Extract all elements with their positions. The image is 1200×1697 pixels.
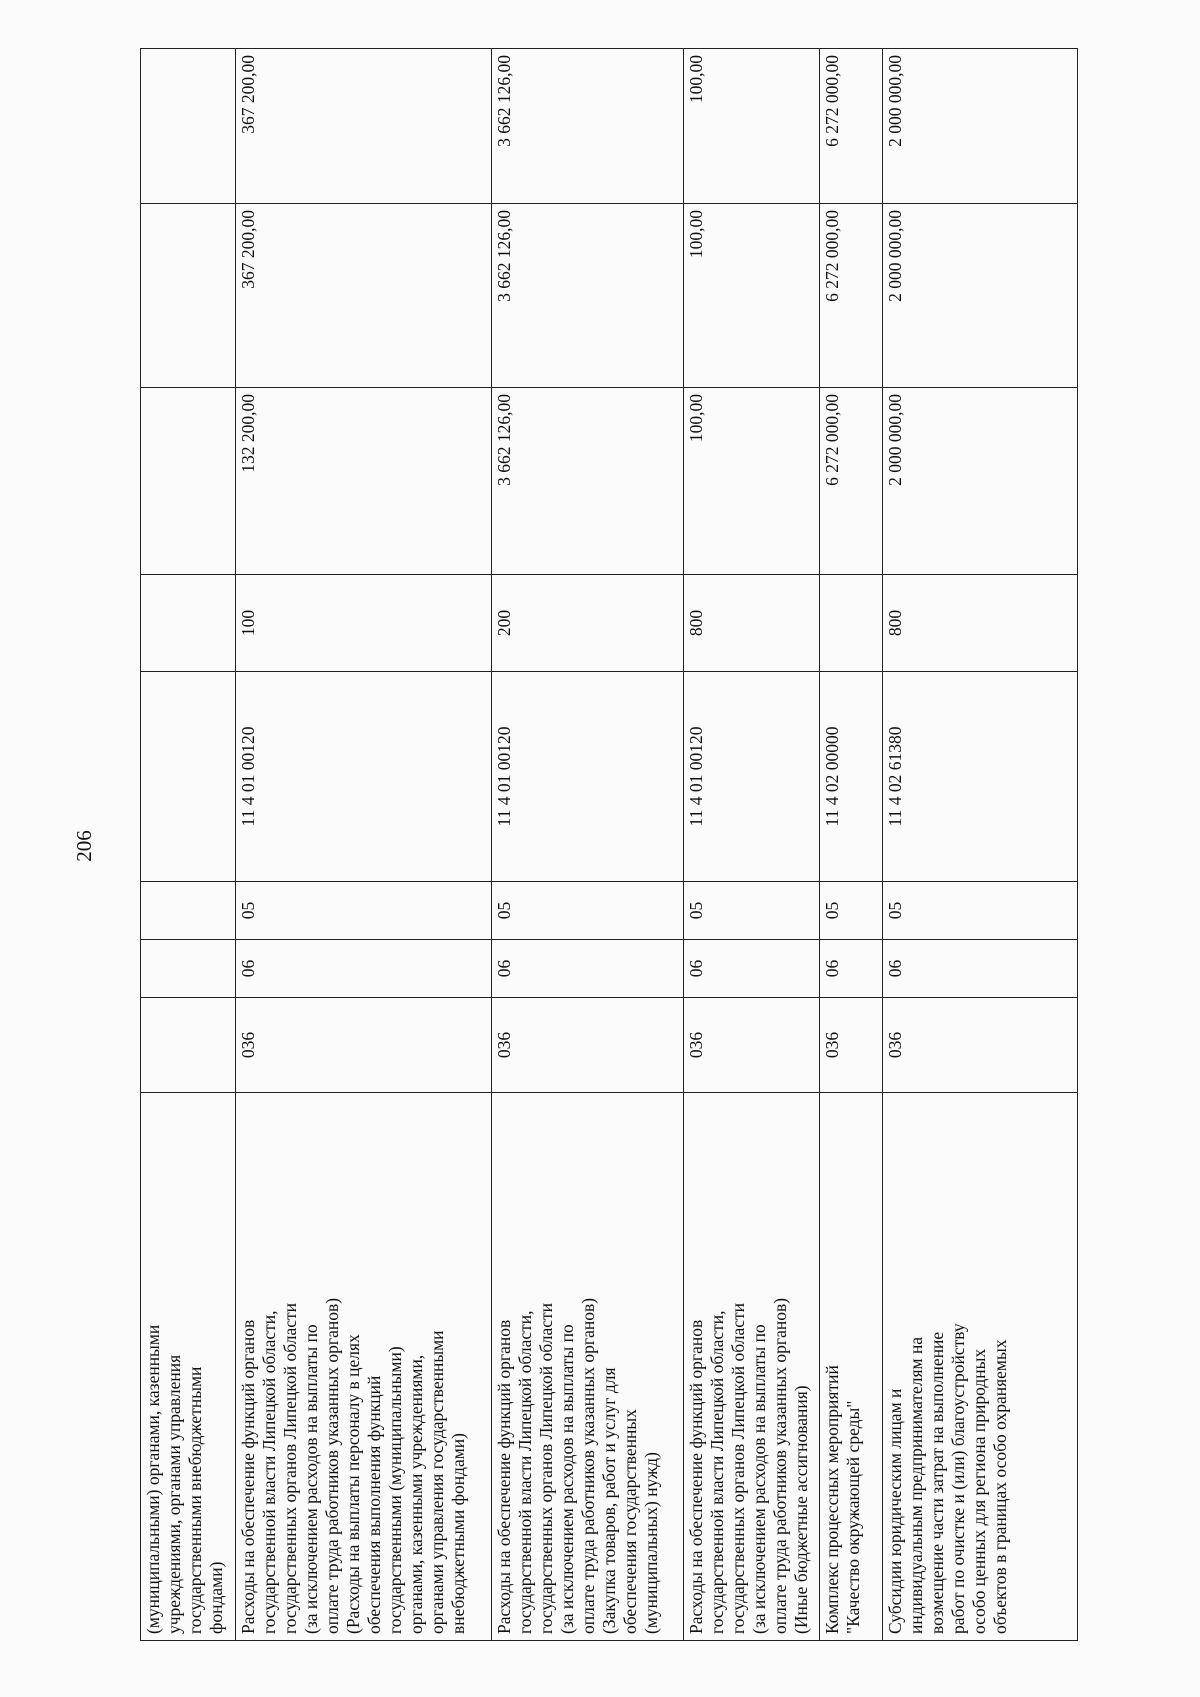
row-description (820, 1093, 883, 1641)
rz-code: 06 (236, 940, 492, 998)
description-line: оплате труда работников указанных органов) (578, 1297, 598, 1634)
amount-3 (141, 49, 236, 204)
row-description (141, 1093, 236, 1641)
description-line: государственной власти Липецкой области, (515, 1310, 535, 1634)
vr-code (141, 575, 236, 672)
table-row (492, 49, 684, 1641)
pr-code: 05 (236, 882, 492, 940)
description-line: особо ценных для региона природных (969, 1348, 989, 1634)
amount-2: 100,00 (684, 204, 820, 388)
table-row (883, 49, 1078, 1641)
gr-code: 036 (684, 998, 820, 1093)
rotated-table-wrapper (140, 49, 1077, 1641)
description-line: органами, казенными учреждениями, (406, 1354, 426, 1634)
amount-3: 3 662 126,00 (492, 49, 684, 204)
rz-code: 06 (492, 940, 684, 998)
amount-2: 3 662 126,00 (492, 204, 684, 388)
rz-code: 06 (820, 940, 883, 998)
description-line: возмещение части затрат на выполнение (927, 1331, 947, 1634)
description-line: Расходы на обеспечение функций органов (686, 1319, 706, 1634)
pr-code (141, 882, 236, 940)
vr-code: 800 (684, 575, 820, 672)
row-description (883, 1093, 1078, 1641)
amount-2: 6 272 000,00 (820, 204, 883, 388)
description-line: государственной власти Липецкой области, (259, 1310, 279, 1634)
table-row (236, 49, 492, 1641)
row-description (492, 1093, 684, 1641)
table-row (820, 49, 883, 1641)
amount-2 (141, 204, 236, 388)
budget-table (140, 48, 1078, 1641)
amount-3: 367 200,00 (236, 49, 492, 204)
description-line: фондами) (206, 1561, 226, 1634)
csr-code: 11 4 02 00000 (820, 672, 883, 882)
gr-code: 036 (236, 998, 492, 1093)
csr-code: 11 4 01 00120 (236, 672, 492, 882)
page-number: 206 (72, 830, 96, 862)
amount-1 (141, 388, 236, 575)
description-line: объектов в границах особо охраняемых (990, 1339, 1010, 1634)
amount-3: 6 272 000,00 (820, 49, 883, 204)
description-line: оплате труда работников указанных органов) (322, 1297, 342, 1634)
description-line: (за исключением расходов на выплаты по (557, 1324, 577, 1634)
gr-code (141, 998, 236, 1093)
description-line: обеспечения выполнения функций (364, 1375, 384, 1634)
description-line: (Закупка товаров, работ и услуг для (599, 1367, 619, 1634)
gr-code: 036 (883, 998, 1078, 1093)
description-line: (за исключением расходов на выплаты по (749, 1324, 769, 1634)
description-line: государственными внебюджетными (185, 1366, 205, 1634)
amount-2: 367 200,00 (236, 204, 492, 388)
description-line: индивидуальным предпринимателям на (906, 1336, 926, 1634)
description-line: государственными (муниципальными) (385, 1346, 405, 1634)
description-line: государственных органов Липецкой области (280, 1302, 300, 1634)
description-line: Расходы на обеспечение функций органов (238, 1319, 258, 1634)
description-line: Расходы на обеспечение функций органов (494, 1319, 514, 1634)
amount-2: 2 000 000,00 (883, 204, 1078, 388)
row-description (684, 1093, 820, 1641)
description-line: Субсидии юридическим лицам и (885, 1388, 905, 1634)
csr-code: 11 4 01 00120 (684, 672, 820, 882)
pr-code: 05 (820, 882, 883, 940)
csr-code: 11 4 01 00120 (492, 672, 684, 882)
pr-code: 05 (492, 882, 684, 940)
table-row (141, 49, 236, 1641)
description-line: государственных органов Липецкой области (536, 1302, 556, 1634)
description-line: внебюджетными фондами) (448, 1433, 468, 1634)
vr-code: 200 (492, 575, 684, 672)
description-line: учреждениями, органами управления (164, 1354, 184, 1634)
csr-code (141, 672, 236, 882)
description-line: оплате труда работников указанных органов) (770, 1297, 790, 1634)
rz-code: 06 (883, 940, 1078, 998)
amount-1: 132 200,00 (236, 388, 492, 575)
description-line: "Качество окружающей среды" (843, 1400, 863, 1634)
pr-code: 05 (883, 882, 1078, 940)
description-line: (за исключением расходов на выплаты по (301, 1324, 321, 1634)
rz-code (141, 940, 236, 998)
description-line: Комплекс процессных мероприятий (822, 1365, 842, 1634)
description-line: (Расходы на выплаты персоналу в целях (343, 1334, 363, 1634)
pr-code: 05 (684, 882, 820, 940)
description-line: (муниципальными) органами, казенными (143, 1324, 163, 1634)
gr-code: 036 (492, 998, 684, 1093)
amount-3: 100,00 (684, 49, 820, 204)
csr-code: 11 4 02 61380 (883, 672, 1078, 882)
description-line: государственной власти Липецкой области, (707, 1310, 727, 1634)
amount-1: 3 662 126,00 (492, 388, 684, 575)
description-line: органами управления государственными (427, 1330, 447, 1634)
description-line: обеспечения государственных (620, 1409, 640, 1634)
gr-code: 036 (820, 998, 883, 1093)
row-description (236, 1093, 492, 1641)
description-line: (Иные бюджетные ассигнования) (791, 1385, 811, 1634)
vr-code: 100 (236, 575, 492, 672)
amount-1: 100,00 (684, 388, 820, 575)
table-row (684, 49, 820, 1641)
description-line: государственных органов Липецкой области (728, 1302, 748, 1634)
amount-3: 2 000 000,00 (883, 49, 1078, 204)
vr-code (820, 575, 883, 672)
rz-code: 06 (684, 940, 820, 998)
description-line: работ по очистке и (или) благоустройству (948, 1323, 968, 1634)
vr-code: 800 (883, 575, 1078, 672)
amount-1: 2 000 000,00 (883, 388, 1078, 575)
amount-1: 6 272 000,00 (820, 388, 883, 575)
description-line: (муниципальных) нужд) (641, 1452, 661, 1634)
